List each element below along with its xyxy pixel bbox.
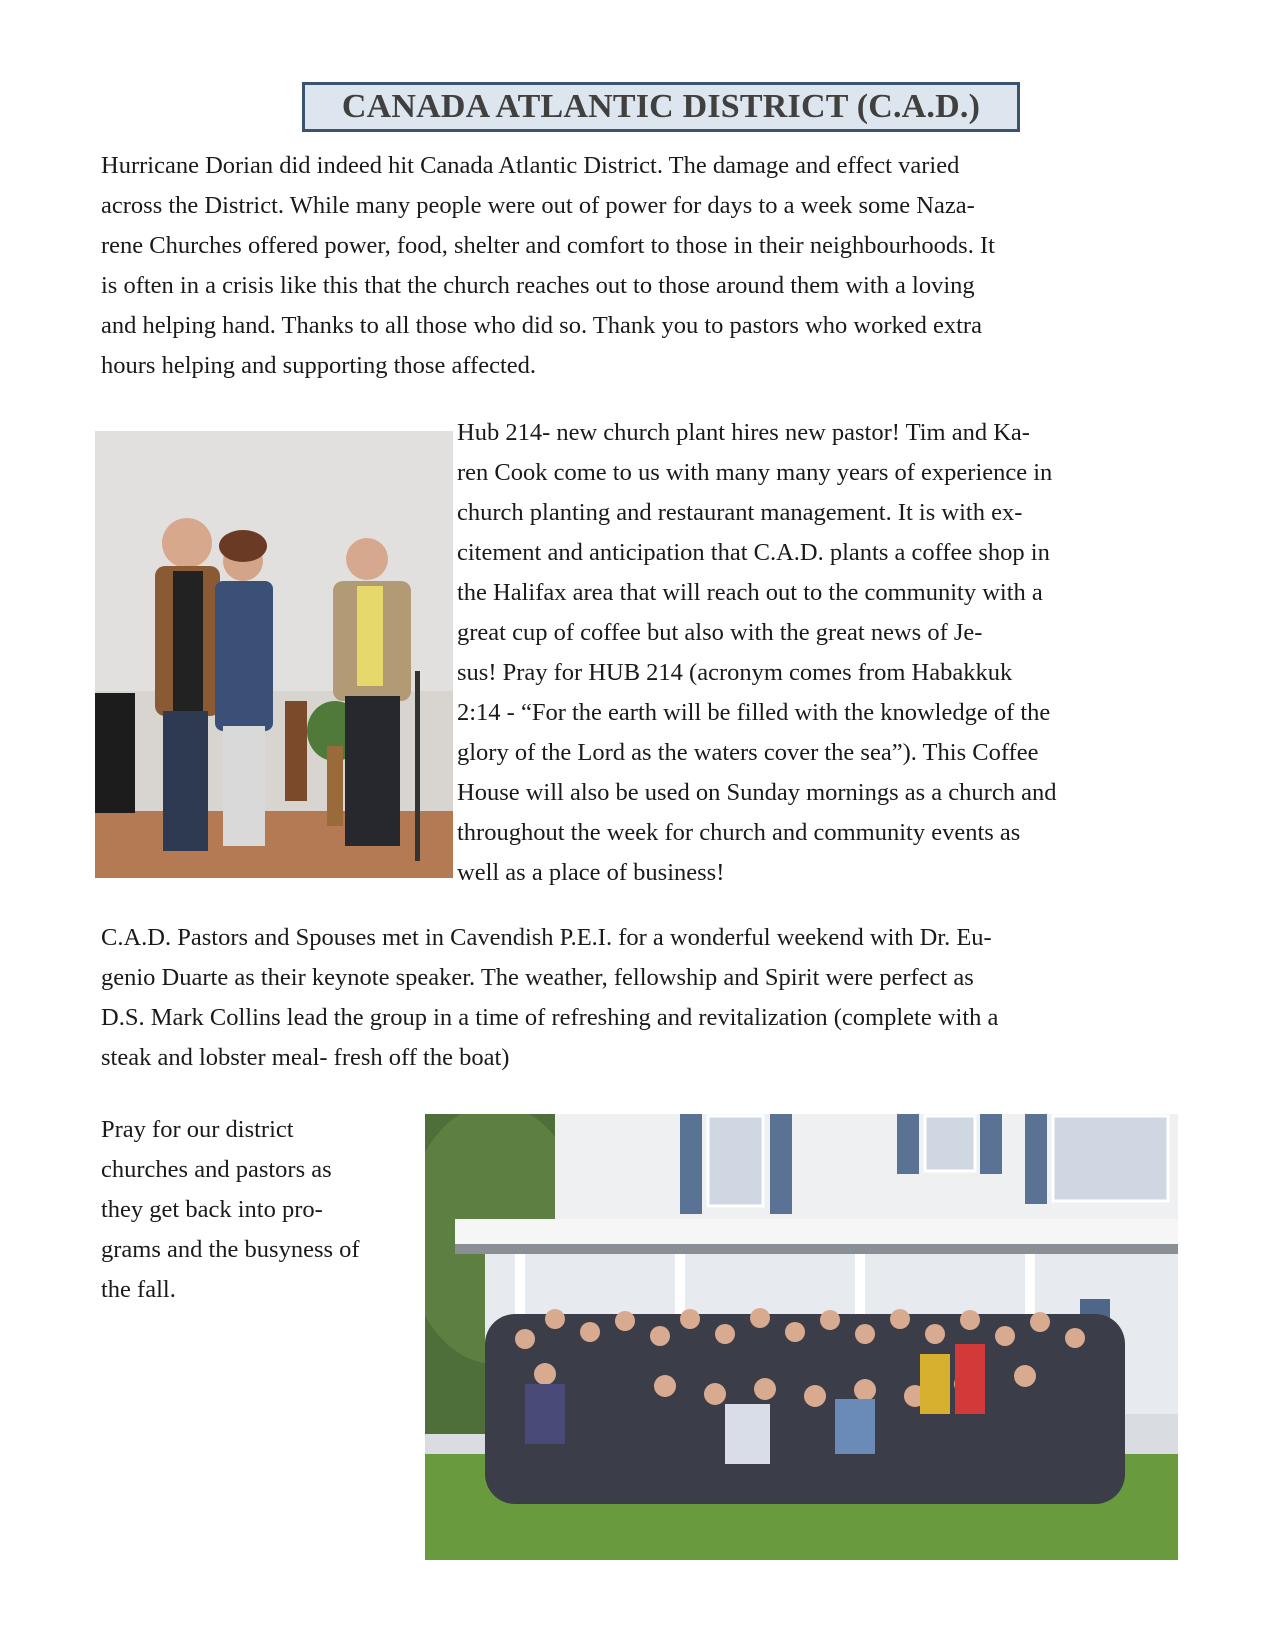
text-line: they get back into pro-	[101, 1196, 323, 1223]
text-line: across the District. While many people were out of power for days to a week some Naza-	[101, 192, 975, 219]
text-line: genio Duarte as their keynote speaker. The weather, fellowship and Spirit were perfect as	[101, 964, 974, 991]
text-line: rene Churches offered power, food, shelter and comfort to those in their neighbourhoods. It	[101, 232, 995, 259]
text-line: D.S. Mark Collins lead the group in a time of refreshing and revitalization (complete with a	[101, 1004, 999, 1031]
text-line: church planting and restaurant management. It is with ex-	[457, 499, 1023, 526]
text-line: great cup of coffee but also with the great news of Je-	[457, 619, 983, 646]
group-photo	[425, 1114, 1178, 1560]
text-line: Pray for our district	[101, 1116, 294, 1143]
text-line: steak and lobster meal- fresh off the boat)	[101, 1044, 510, 1071]
pastors-praying-photo	[95, 431, 453, 878]
text-line: throughout the week for church and community events as	[457, 819, 1021, 846]
text-line: 2:14 - “For the earth will be filled with the knowledge of the	[457, 699, 1051, 726]
text-line: Hurricane Dorian did indeed hit Canada Atlantic District. The damage and effect varied	[101, 152, 960, 179]
text-line: hours helping and supporting those affected.	[101, 352, 537, 379]
text-line: ren Cook come to us with many many years of experience in	[457, 459, 1053, 486]
hurricane-paragraph	[101, 146, 995, 386]
text-line: C.A.D. Pastors and Spouses met in Cavendish P.E.I. for a wonderful weekend with Dr. Eu-	[101, 924, 992, 951]
text-line: glory of the Lord as the waters cover the sea”). This Coffee	[457, 739, 1039, 766]
page-title: CANADA ATLANTIC DISTRICT (C.A.D.)	[341, 88, 981, 125]
text-line: sus! Pray for HUB 214 (acronym comes from Habakkuk	[457, 659, 1013, 686]
text-line: Hub 214- new church plant hires new pastor! Tim and Ka-	[457, 419, 1030, 446]
text-line: is often in a crisis like this that the church reaches out to those around them with a loving	[101, 272, 975, 299]
retreat-paragraph	[101, 918, 998, 1078]
prayer-paragraph	[101, 1110, 360, 1310]
text-line: grams and the busyness of	[101, 1236, 360, 1263]
text-line: churches and pastors as	[101, 1156, 332, 1183]
hub-214-paragraph	[457, 413, 1056, 893]
text-line: and helping hand. Thanks to all those who did so. Thank you to pastors who worked extra	[101, 312, 982, 339]
text-line: well as a place of business!	[457, 859, 725, 886]
page-title-box	[302, 82, 1020, 132]
text-line: the fall.	[101, 1276, 176, 1303]
text-line: House will also be used on Sunday mornings as a church and	[457, 779, 1057, 806]
text-line: citement and anticipation that C.A.D. plants a coffee shop in	[457, 539, 1050, 566]
text-line: the Halifax area that will reach out to the community with a	[457, 579, 1043, 606]
